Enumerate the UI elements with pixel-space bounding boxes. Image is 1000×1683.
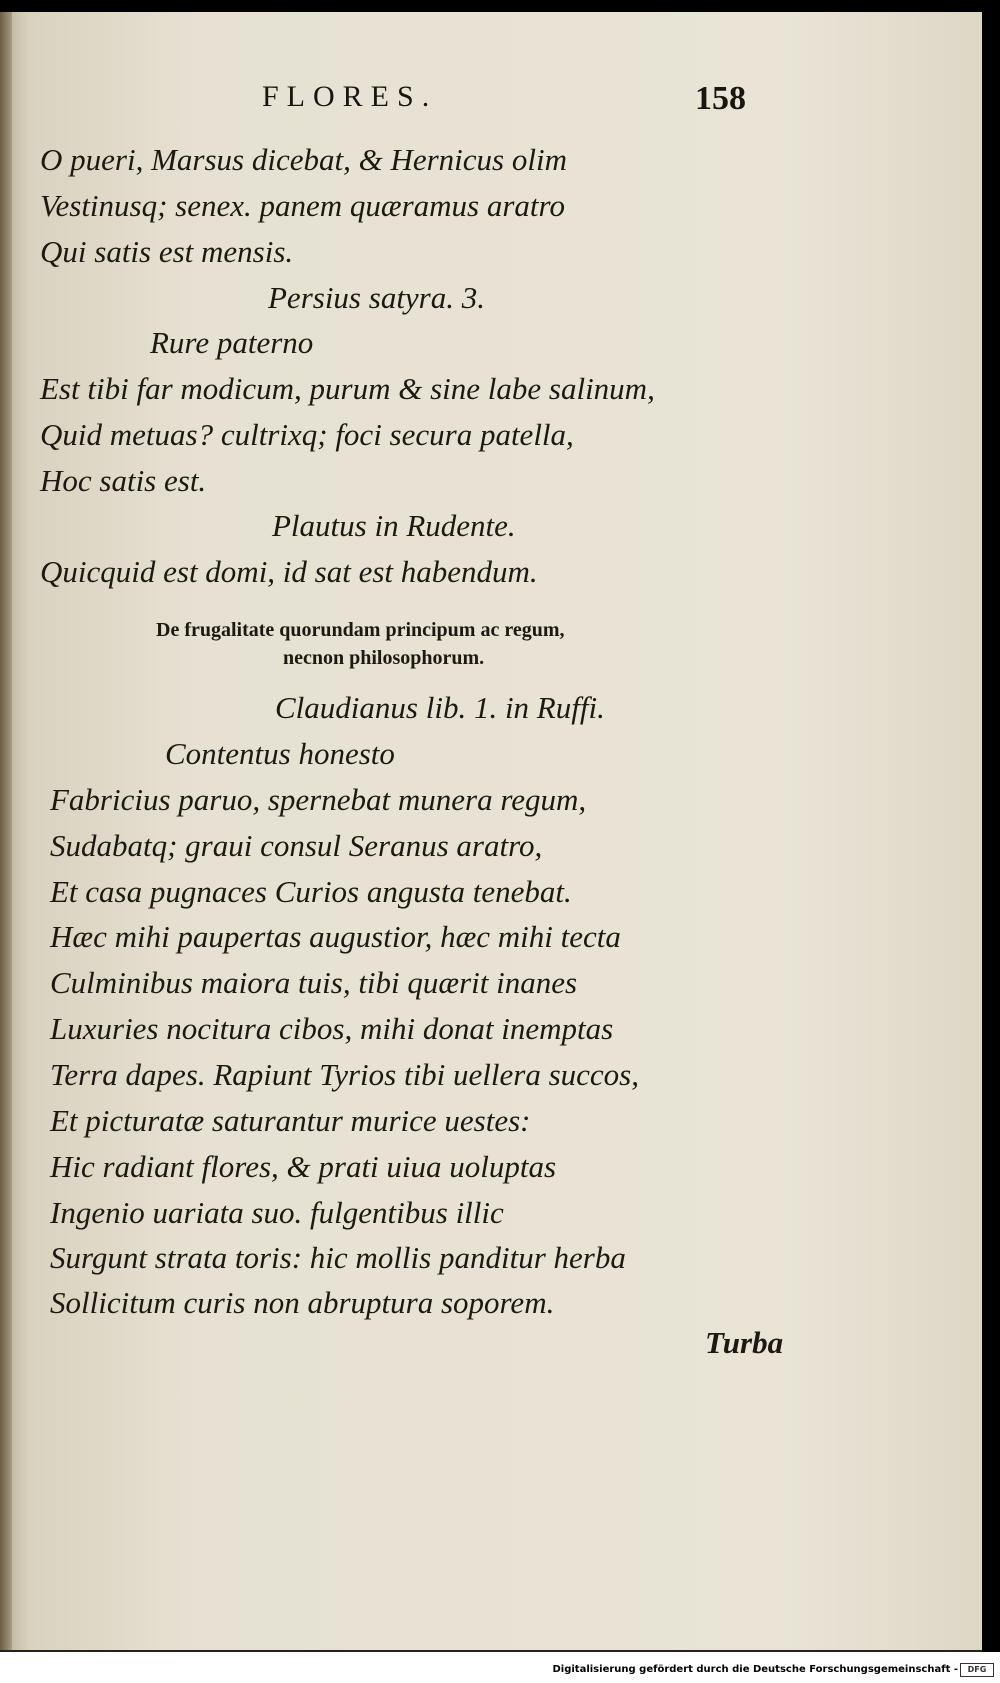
- text-line: Plautus in Rudente.: [272, 508, 516, 543]
- text-line: Quicquid est domi, id sat est habendum.: [40, 554, 538, 589]
- running-head: FLORES.: [262, 80, 438, 113]
- page-edge: [0, 12, 12, 1650]
- section-heading-line: De frugalitate quorundam principum ac regum,: [156, 619, 565, 641]
- text-line: Qui satis est mensis.: [40, 234, 294, 269]
- text-line: Surgunt strata toris: hic mollis panditur herba: [50, 1240, 626, 1275]
- text-line: Persius satyra. 3.: [268, 280, 485, 315]
- text-line: Sollicitum curis non abruptura soporem.: [50, 1285, 555, 1320]
- text-line: Quid metuas? cultrixq; foci secura patella,: [40, 417, 574, 452]
- text-line: Hæc mihi paupertas augustior, hæc mihi tecta: [50, 919, 621, 954]
- catchword: Turba: [705, 1325, 784, 1360]
- text-line: Hoc satis est.: [40, 463, 207, 498]
- text-line: Terra dapes. Rapiunt Tyrios tibi uellera succos,: [50, 1057, 639, 1092]
- page-header: [0, 80, 982, 130]
- footer-credit: Digitalisierung gefördert durch die Deutsche Forschungsgemeinschaft -: [552, 1664, 958, 1675]
- page-number: 158: [695, 80, 746, 117]
- text-line: Culminibus maiora tuis, tibi quærit inanes: [50, 965, 578, 1000]
- text-line: Fabricius paruo, spernebat munera regum,: [50, 782, 587, 817]
- text-line: Contentus honesto: [165, 736, 395, 771]
- text-line: Luxuries nocitura cibos, mihi donat inemptas: [50, 1011, 614, 1046]
- text-line: O pueri, Marsus dicebat, & Hernicus olim: [40, 142, 567, 177]
- section-heading-line: necnon philosophorum.: [283, 647, 485, 669]
- dfg-logo: DFG: [960, 1663, 994, 1677]
- text-line: Ingenio uariata suo. fulgentibus illic: [50, 1195, 504, 1230]
- text-line: Claudianus lib. 1. in Ruffi.: [275, 690, 605, 725]
- text-line: Et casa pugnaces Curios angusta tenebat.: [50, 874, 572, 909]
- text-line: Sudabatq; graui consul Seranus aratro,: [50, 828, 543, 863]
- text-line: Est tibi far modicum, purum & sine labe salinum,: [40, 371, 655, 406]
- footer-bar: [0, 1652, 1000, 1683]
- text-line: Et picturatæ saturantur murice uestes:: [50, 1103, 531, 1138]
- text-line: Rure paterno: [150, 325, 314, 360]
- text-line: Vestinusq; senex. panem quæramus aratro: [40, 188, 565, 223]
- text-line: Hic radiant flores, & prati uiua uoluptas: [50, 1149, 557, 1184]
